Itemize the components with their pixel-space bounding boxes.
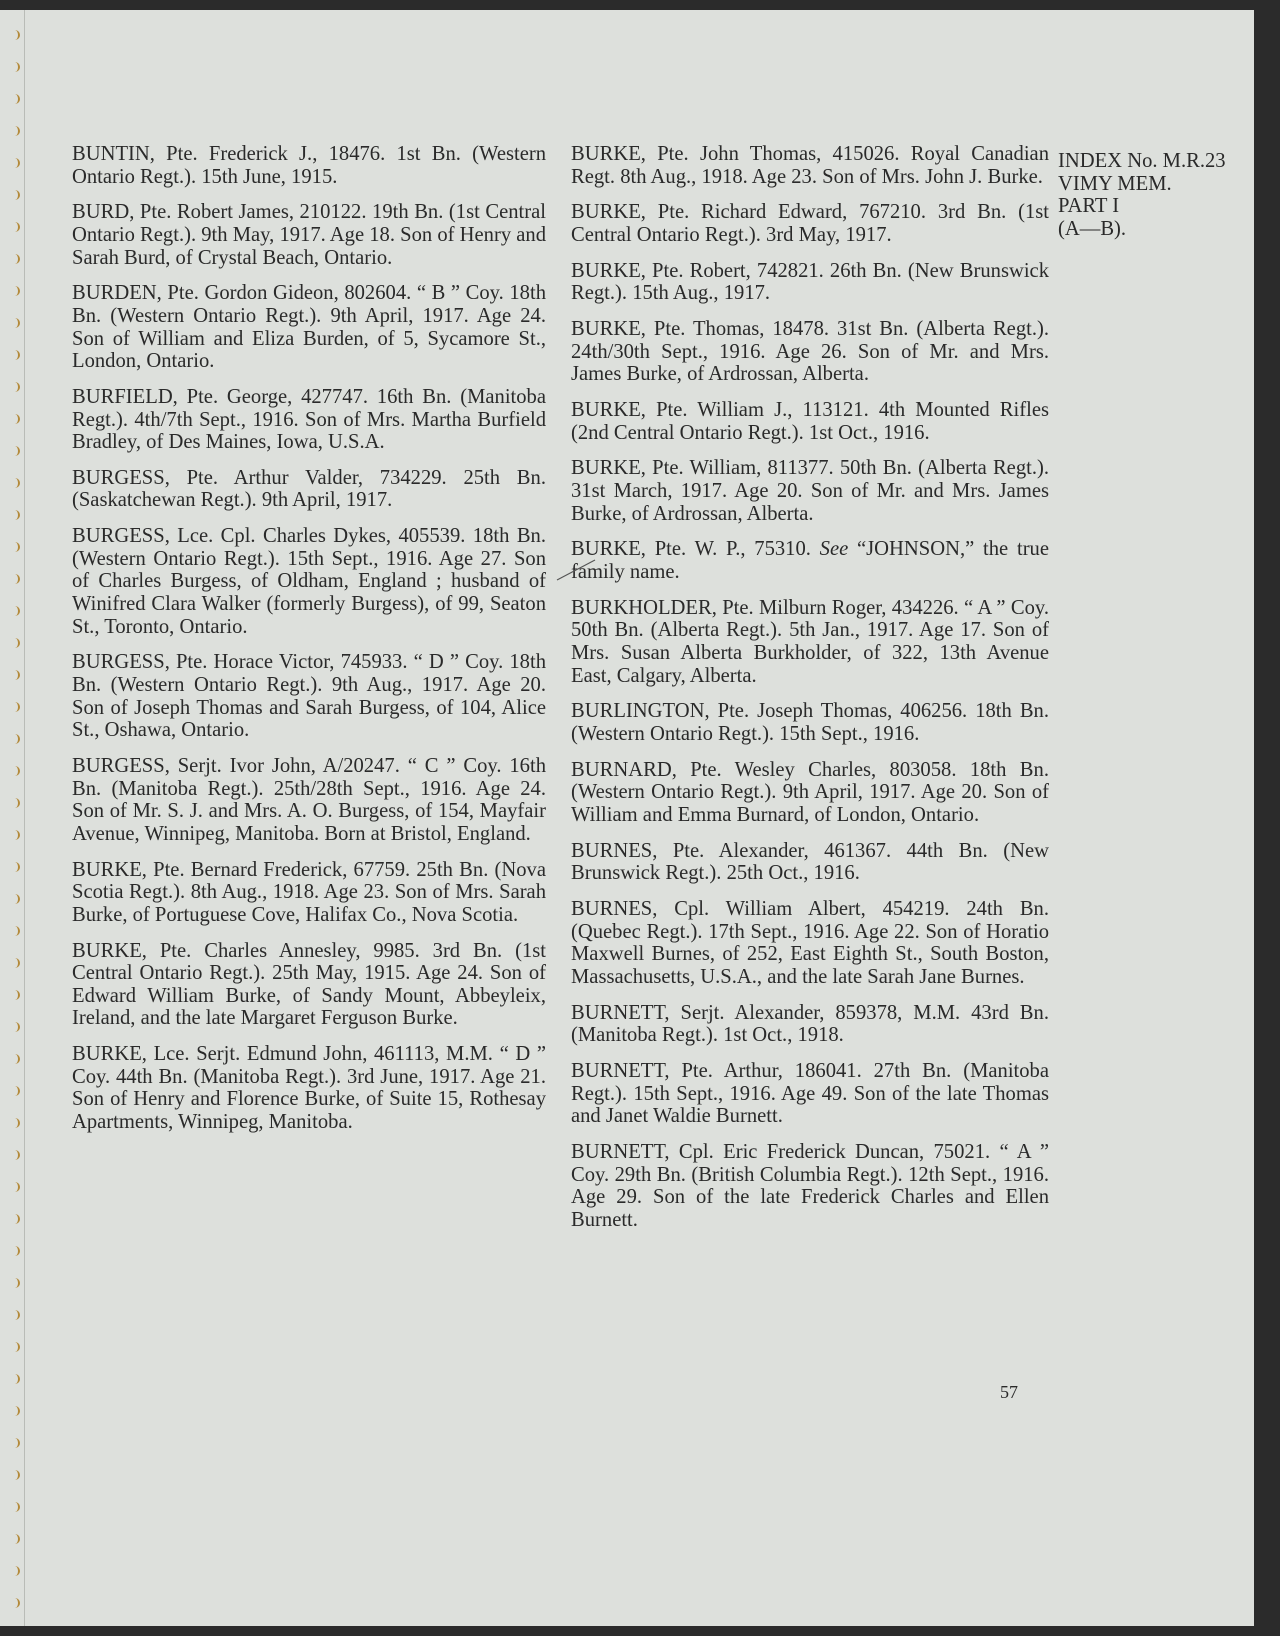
stitch <box>12 638 20 648</box>
stitch <box>12 1438 20 1448</box>
stitch <box>12 1022 20 1032</box>
stitch <box>12 670 20 680</box>
index-number: INDEX No. M.R.23 <box>1058 150 1226 172</box>
entry-see: See <box>819 538 849 561</box>
register-entry: BURKE, Pte. Richard Edward, 767210. 3rd Bn. (1st Central Ontario Regt.). 3rd May, 1917. <box>571 201 1049 246</box>
stitch <box>12 286 20 296</box>
stitch <box>12 798 20 808</box>
register-entry: BUNTIN, Pte. Frederick J., 18476. 1st Bn. (Western Ontario Regt.). 15th June, 1915. <box>72 143 546 188</box>
letter-range: (A—B). <box>1058 217 1127 240</box>
stitch <box>12 542 20 552</box>
register-entry: BURGESS, Serjt. Ivor John, A/20247. “ C ” Coy. 16th Bn. (Manitoba Regt.). 25th/28th Sept., 1916. Age 24. Son of Mr. S. J. and Mrs. A. O. Burgess, of 154, Mayfair Avenue, Winnipeg, Manitoba. Born at Bristol, England. <box>72 754 546 845</box>
register-entry: BURNETT, Cpl. Eric Frederick Duncan, 75021. “ A ” Coy. 29th Bn. (British Columbia Regt.). 12th Sept., 1916. Age 29. Son of the late Frederick Charles and Ellen Burnett. <box>571 1141 1049 1231</box>
part-label: PART I <box>1058 195 1120 218</box>
stitch <box>12 158 20 168</box>
register-entry: BURLINGTON, Pte. Joseph Thomas, 406256. 18th Bn. (Western Ontario Regt.). 15th Sept., 1916. <box>571 700 1049 745</box>
stitch <box>12 1470 20 1480</box>
stitch <box>12 350 20 360</box>
stitch <box>12 446 20 456</box>
middle-column <box>571 143 1049 1245</box>
document-page <box>0 10 1254 1626</box>
register-entry: BURKE, Pte. William, 811377. 50th Bn. (Alberta Regt.). 31st March, 1917. Age 20. Son of Mr. and Mrs. James Burke, of Ardrossan, Alberta. <box>571 457 1049 525</box>
stitch <box>12 1150 20 1160</box>
register-entry: BURFIELD, Pte. George, 427747. 16th Bn. (Manitoba Regt.). 4th/7th Sept., 1916. Son of Mrs. Martha Burfield Bradley, of Des Maines, Iowa, U.S.A. <box>72 385 546 454</box>
binding-stitching <box>8 10 25 1626</box>
memorial-name: VIMY MEM. <box>1058 172 1172 195</box>
stitch <box>12 1278 20 1288</box>
register-entry: BURGESS, Pte. Arthur Valder, 734229. 25th Bn. (Saskatchewan Regt.). 9th April, 1917. <box>72 466 546 512</box>
register-entry: BURGESS, Pte. Horace Victor, 745933. “ D ” Coy. 18th Bn. (Western Ontario Regt.). 9th Aug., 1917. Age 20. Son of Joseph Thomas and Sarah Burgess, of 104, Alice St., Oshawa, Ontario. <box>72 651 546 742</box>
stitch <box>12 1342 20 1352</box>
stitch <box>12 94 20 104</box>
register-entry: BURGESS, Lce. Cpl. Charles Dykes, 405539. 18th Bn. (Western Ontario Regt.). 15th Sept., 1916. Age 27. Son of Charles Burgess, of Oldham, England ; husband of Winifred Clara Walker (formerly Burgess), of 99, Seaton St., Toronto, Ontario. <box>72 525 546 638</box>
register-entry: BURKE, Pte. Thomas, 18478. 31st Bn. (Alberta Regt.). 24th/30th Sept., 1916. Age 26. Son of Mr. and Mrs. James Burke, of Ardrossan, Alberta. <box>571 318 1049 386</box>
stitch <box>12 1534 20 1544</box>
stitch <box>12 1054 20 1064</box>
stitch <box>12 510 20 520</box>
register-entry: BURKHOLDER, Pte. Milburn Roger, 434226. “ A ” Coy. 50th Bn. (Alberta Regt.). 5th Jan., 1917. Age 17. Son of Mrs. Susan Alberta Burkholder, of 322, 13th Avenue East, Calgary, Alberta. <box>571 596 1049 687</box>
stitch <box>12 734 20 744</box>
register-entry: BURKE, Pte. Robert, 742821. 26th Bn. (New Brunswick Regt.). 15th Aug., 1917. <box>571 259 1049 305</box>
register-entry: BURKE, Pte. Bernard Frederick, 67759. 25th Bn. (Nova Scotia Regt.). 8th Aug., 1918. Age 23. Son of Mrs. Sarah Burke, of Portuguese Cove, Halifax Co., Nova Scotia. <box>72 858 546 926</box>
stitch <box>12 990 20 1000</box>
stitch <box>12 126 20 136</box>
stitch <box>12 62 20 72</box>
register-entry: BURKE, Pte. Charles Annesley, 9985. 3rd Bn. (1st Central Ontario Regt.). 25th May, 1915. Age 24. Son of Edward William Burke, of Sandy Mount, Abbeyleix, Ireland, and the late Margaret Ferguson Burke. <box>72 939 546 1030</box>
stitch <box>12 1118 20 1128</box>
stitch <box>12 1566 20 1576</box>
entry-before: BURKE, Pte. W. P., 75310. <box>571 538 820 561</box>
register-entry: BURNES, Pte. Alexander, 461367. 44th Bn. (New Brunswick Regt.). 25th Oct., 1916. <box>571 839 1049 885</box>
stitch <box>12 1182 20 1192</box>
stitch <box>12 318 20 328</box>
register-entry: BURNARD, Pte. Wesley Charles, 803058. 18th Bn. (Western Ontario Regt.). 9th April, 1917. Age 20. Son of William and Emma Burnard, of London, Ontario. <box>571 758 1049 826</box>
stitch <box>12 478 20 488</box>
index-box <box>1058 150 1258 240</box>
register-entry: BURDEN, Pte. Gordon Gideon, 802604. “ B ” Coy. 18th Bn. (Western Ontario Regt.). 9th April, 1917. Age 24. Son of William and Eliza Burden, of 5, Sycamore St., London, Ontario. <box>72 282 546 373</box>
register-entry <box>571 538 1049 583</box>
stitch <box>12 702 20 712</box>
stitch <box>12 1214 20 1224</box>
register-entry: BURNETT, Serjt. Alexander, 859378, M.M. 43rd Bn. (Manitoba Regt.). 1st Oct., 1918. <box>571 1001 1049 1047</box>
stitch <box>12 958 20 968</box>
register-entry: BURD, Pte. Robert James, 210122. 19th Bn. (1st Central Ontario Regt.). 9th May, 1917. Age 18. Son of Henry and Sarah Burd, of Crystal Beach, Ontario. <box>72 201 546 269</box>
stitch <box>12 830 20 840</box>
entry-after: “JOHNSON,” the true family name. <box>571 538 1049 584</box>
stitch <box>12 1598 20 1608</box>
register-entry: BURKE, Lce. Serjt. Edmund John, 461113, M.M. “ D ” Coy. 44th Bn. (Manitoba Regt.). 3rd June, 1917. Age 21. Son of Henry and Florence Burke, of Suite 15, Rothesay Apartments, Winnipeg, Manitoba. <box>72 1043 546 1133</box>
stitch <box>12 862 20 872</box>
stitch <box>12 1310 20 1320</box>
stitch <box>12 606 20 616</box>
register-entry: BURKE, Pte. William J., 113121. 4th Mounted Rifles (2nd Central Ontario Regt.). 1st Oct., 1916. <box>571 399 1049 444</box>
register-entry: BURKE, Pte. John Thomas, 415026. Royal Canadian Regt. 8th Aug., 1918. Age 23. Son of Mrs. John J. Burke. <box>571 143 1049 188</box>
stitch <box>12 190 20 200</box>
stitch <box>12 382 20 392</box>
stitch <box>12 254 20 264</box>
stitch <box>12 222 20 232</box>
register-entry: BURNES, Cpl. William Albert, 454219. 24th Bn. (Quebec Regt.). 17th Sept., 1916. Age 22. Son of Horatio Maxwell Burnes, of 252, East Eighth St., South Boston, Massachusetts, U.S.A., and the late Sarah Jane Burnes. <box>571 898 1049 988</box>
stitch <box>12 30 20 40</box>
left-column <box>72 143 546 1147</box>
stitch <box>12 414 20 424</box>
stitch <box>12 574 20 584</box>
stitch <box>12 1374 20 1384</box>
stitch <box>12 766 20 776</box>
stitch <box>12 1502 20 1512</box>
stitch <box>12 1086 20 1096</box>
stitch <box>12 894 20 904</box>
page-number: 57 <box>1000 1382 1018 1402</box>
register-entry: BURNETT, Pte. Arthur, 186041. 27th Bn. (Manitoba Regt.). 15th Sept., 1916. Age 49. Son of the late Thomas and Janet Waldie Burnett. <box>571 1060 1049 1128</box>
stitch <box>12 1406 20 1416</box>
pencil-tick-mark <box>555 558 599 582</box>
stitch <box>12 926 20 936</box>
stitch <box>12 1246 20 1256</box>
